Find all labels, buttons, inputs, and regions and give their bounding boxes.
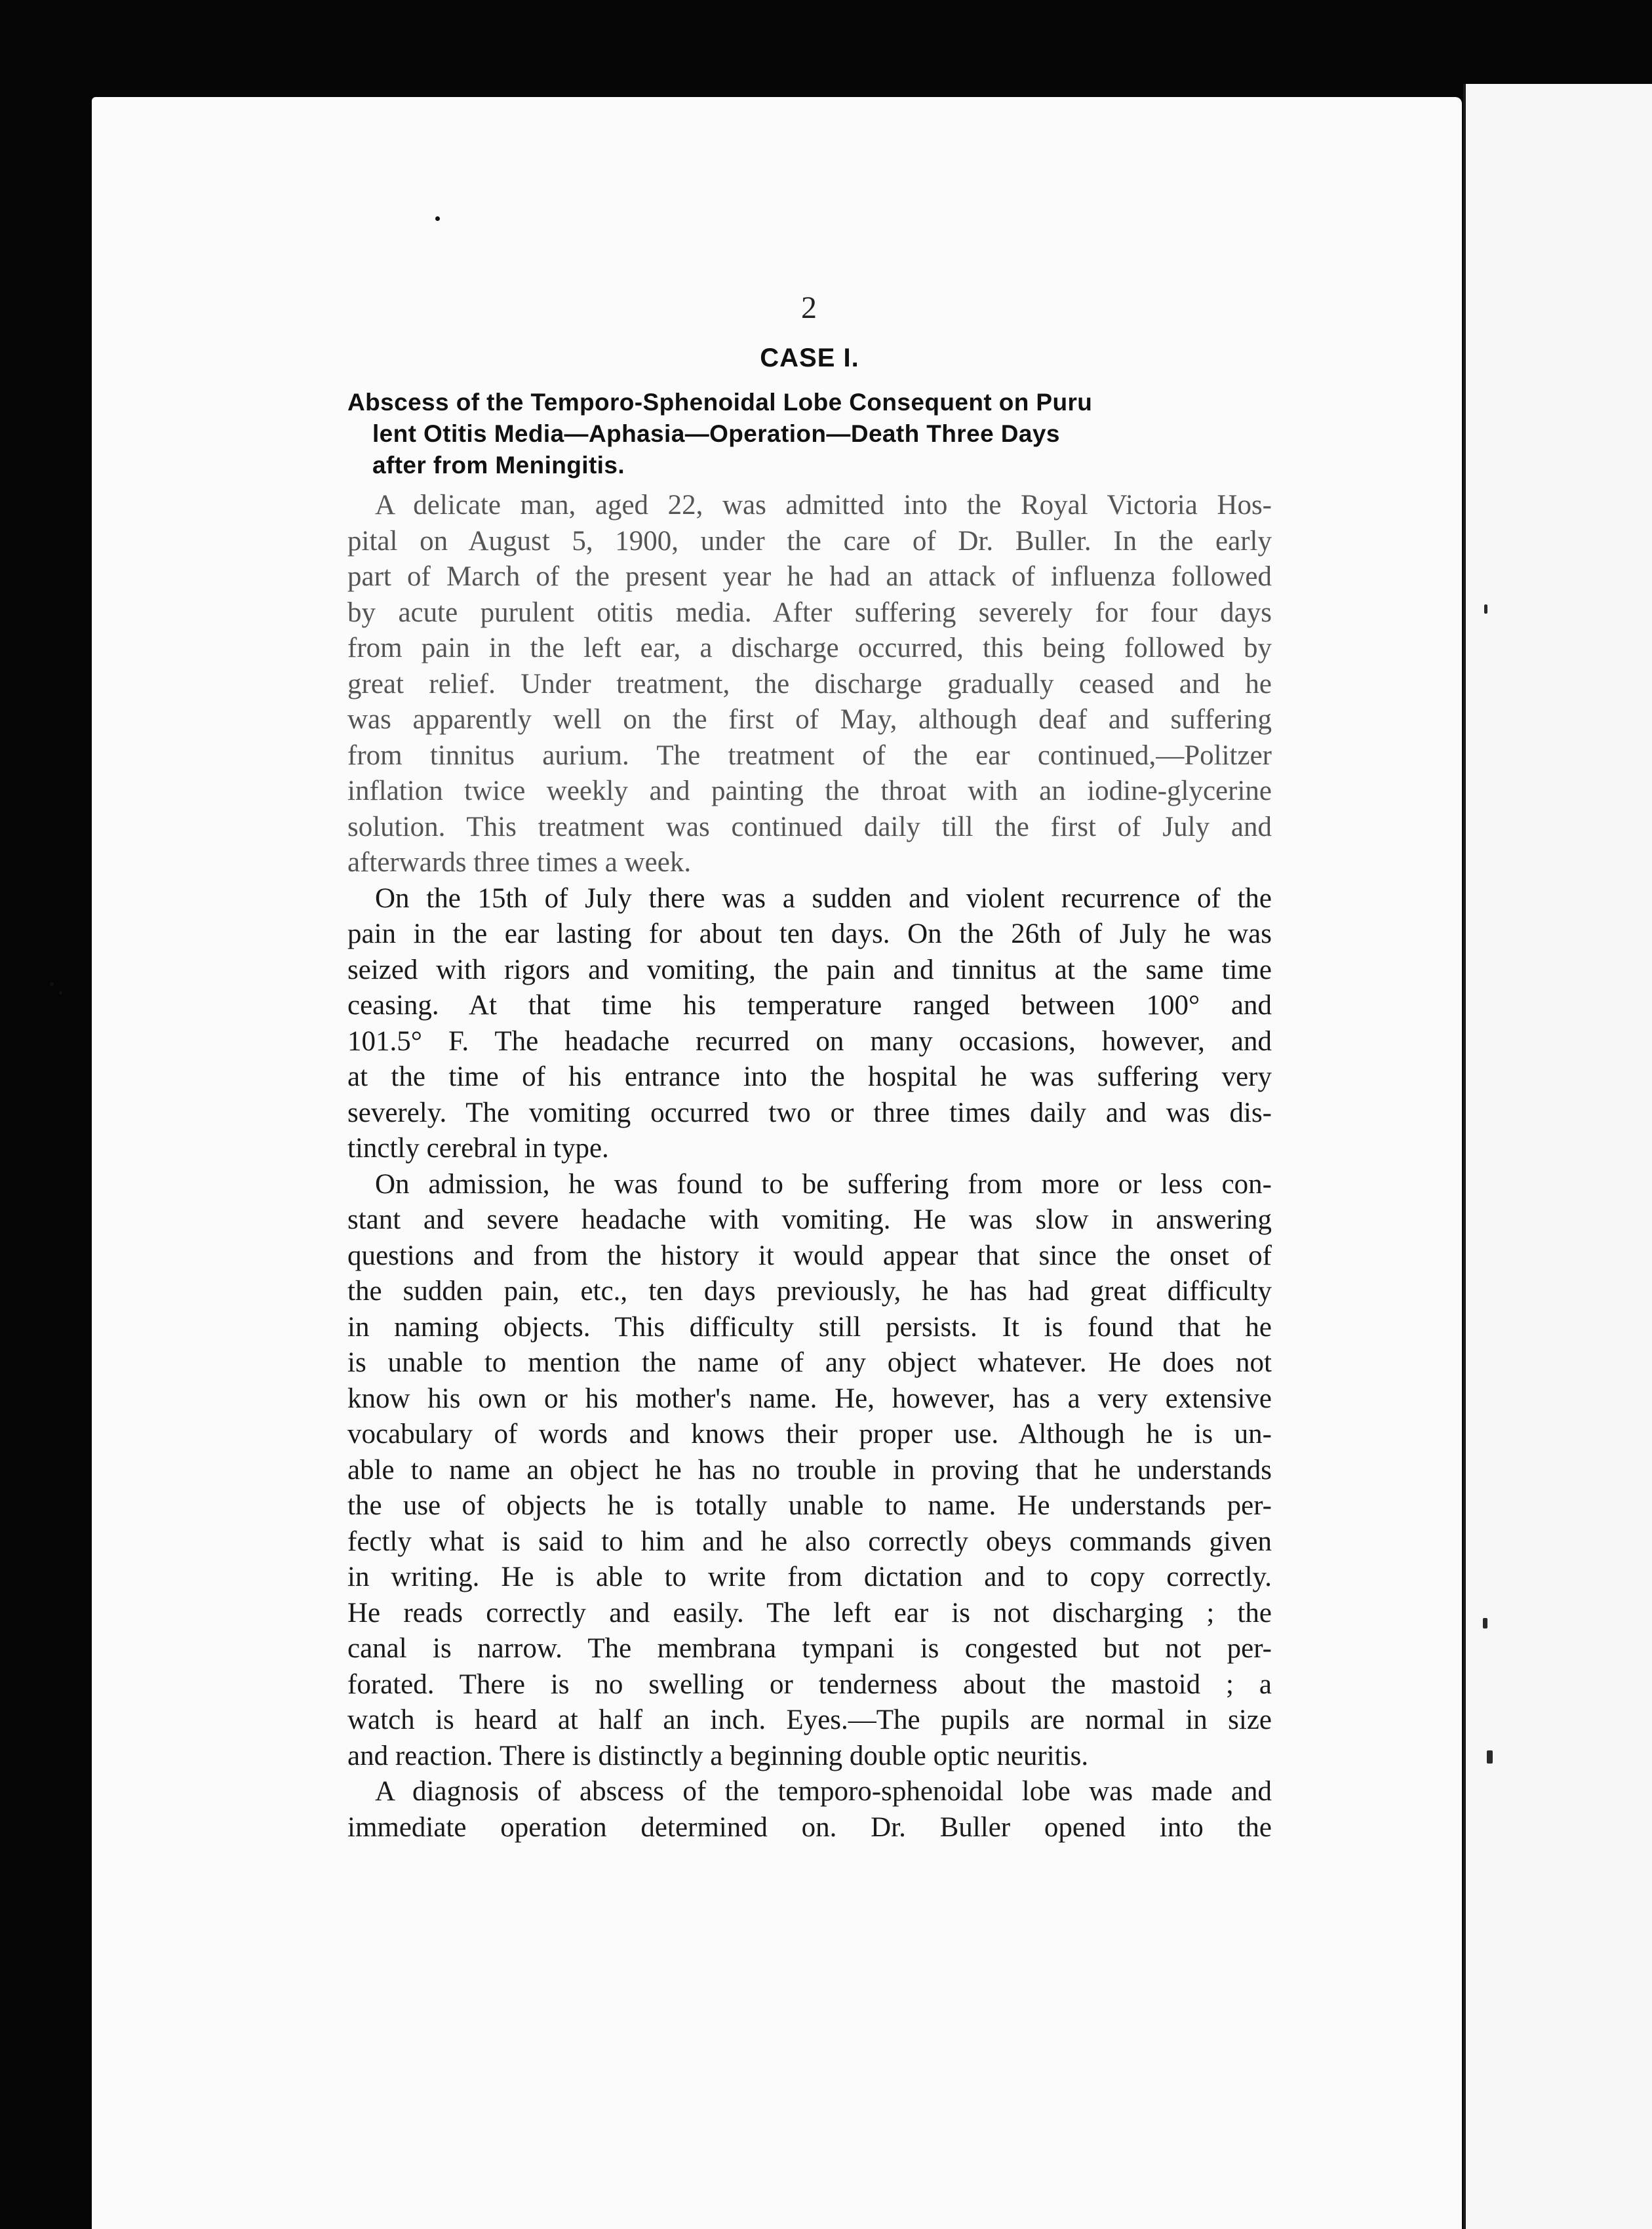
page-number: 2 [801, 290, 818, 325]
text-line: A delicate man, aged 22, was admitted into the Royal Victoria Hos- [375, 490, 1272, 521]
text-line: pain in the ear lasting for about ten days. On the 26th of July he was [347, 918, 1272, 949]
heading-line: Abscess of the Temporo-Sphenoidal Lobe Consequent on Puru [347, 389, 1093, 416]
text-line: from tinnitus aurium. The treatment of the ear continued,—Politzer [347, 740, 1272, 771]
text-line: severely. The vomiting occurred two or three times daily and was dis- [347, 1097, 1272, 1128]
margin-mark [1484, 604, 1487, 614]
text-line: inflation twice weekly and painting the throat with an iodine-glycerine [347, 776, 1272, 806]
text-line: questions and from the history it would appear that since the onset of [347, 1240, 1272, 1271]
text-line: the sudden pain, etc., ten days previously, he has had great difficulty [347, 1276, 1272, 1307]
text-line: He reads correctly and easily. The left ear is not discharging ; the [347, 1597, 1272, 1628]
text-line: stant and severe headache with vomiting. He was slow in answering [347, 1204, 1272, 1235]
text-line: 101.5° F. The headache recurred on many occasions, however, and [347, 1025, 1272, 1057]
text-line: great relief. Under treatment, the discharge gradually ceased and he [347, 668, 1272, 700]
text-line: by acute purulent otitis media. After suffering severely for four days [347, 597, 1272, 628]
text-line: pital on August 5, 1900, under the care of Dr. Buller. In the early [347, 525, 1272, 557]
text-line: is unable to mention the name of any object whatever. He does not [347, 1347, 1272, 1378]
margin-mark [1483, 1618, 1487, 1628]
heading-line: after from Meningitis. [372, 452, 625, 479]
margin-mark [1487, 1750, 1493, 1764]
text-line: able to name an object he has no trouble in proving that he understands [347, 1454, 1272, 1486]
paragraph-diagnosis [347, 1774, 1272, 1845]
text-line: On admission, he was found to be suffering from more or less con- [375, 1168, 1272, 1200]
text-line: know his own or his mother's name. He, however, has a very extensive [347, 1383, 1272, 1414]
text-line: fectly what is said to him and he also correctly obeys commands given [347, 1526, 1272, 1557]
scan-speck [50, 982, 54, 986]
paragraph-admission [347, 1167, 1272, 1775]
scan-speck [435, 216, 440, 221]
text-line: was apparently well on the first of May, although deaf and suffering [347, 704, 1272, 735]
text-line: part of March of the present year he had an attack of influenza followed [347, 561, 1272, 592]
text-line: vocabulary of words and knows their proper use. Although he is un- [347, 1419, 1272, 1450]
text-line: tinctly cerebral in type. [347, 1133, 609, 1164]
text-line: afterwards three times a week. [347, 847, 692, 878]
case-heading [347, 387, 1272, 481]
text-line: On the 15th of July there was a sudden and violent recurrence of the [375, 882, 1272, 914]
text-line: in naming objects. This difficulty still persists. It is found that he [347, 1311, 1272, 1343]
paragraph-history [347, 488, 1272, 881]
scan-speck [59, 991, 62, 995]
text-line: A diagnosis of abscess of the temporo-sphenoidal lobe was made and [375, 1776, 1272, 1807]
text-line: the use of objects he is totally unable to name. He understands per- [347, 1490, 1272, 1521]
paragraph-recurrence [347, 881, 1272, 1167]
text-line: solution. This treatment was continued daily till the first of July and [347, 811, 1272, 842]
text-line: ceasing. At that time his temperature ranged between 100° and [347, 990, 1272, 1021]
text-line: from pain in the left ear, a discharge occurred, this being followed by [347, 633, 1272, 663]
text-line: and reaction. There is distinctly a beginning double optic neuritis. [347, 1740, 1089, 1771]
text-line: watch is heard at half an inch. Eyes.—The pupils are normal in size [347, 1705, 1272, 1735]
text-line: seized with rigors and vomiting, the pain and tinnitus at the same time [347, 954, 1272, 985]
text-line: immediate operation determined on. Dr. Buller opened into the [347, 1811, 1272, 1843]
heading-line: lent Otitis Media—Aphasia—Operation—Death Three Days [372, 420, 1060, 447]
case-title: CASE I. [760, 344, 859, 372]
text-line: in writing. He is able to write from dictation and to copy correctly. [347, 1562, 1272, 1592]
text-line: forated. There is no swelling or tenderness about the mastoid ; a [347, 1668, 1272, 1700]
text-line: at the time of his entrance into the hospital he was suffering very [347, 1061, 1272, 1092]
text-line: canal is narrow. The membrana tympani is congested but not per- [347, 1633, 1272, 1664]
adjacent-page-edge [1463, 84, 1652, 2229]
page-text [347, 288, 1272, 1845]
